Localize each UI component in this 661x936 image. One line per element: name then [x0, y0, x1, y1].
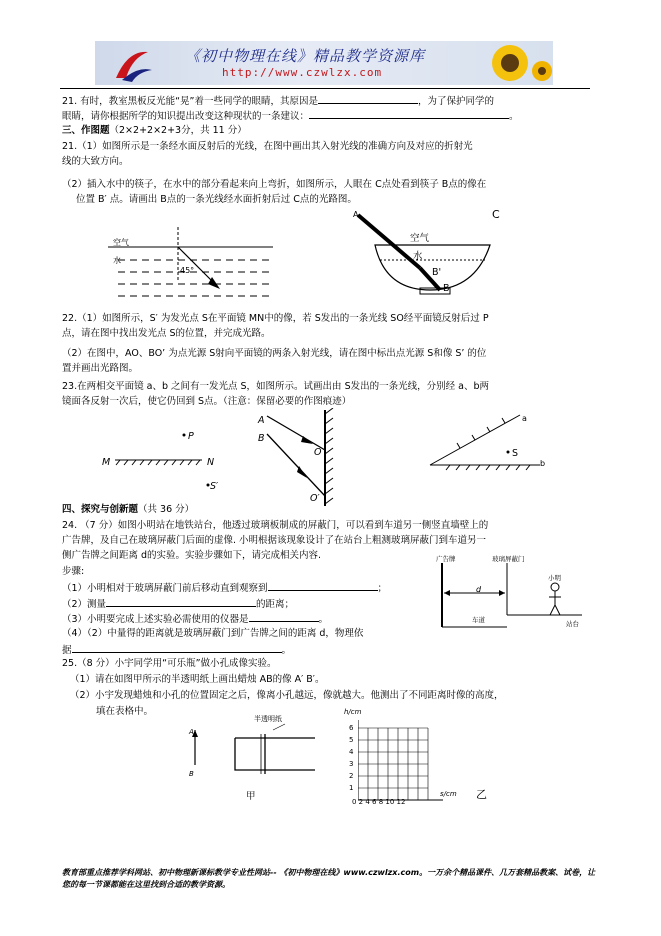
- q21-2-text-b: 位置 B′ 点。请画出 B点的一条光线经水面折射后过 C点的光路图。: [76, 194, 357, 205]
- figure-pinhole-bottle: [185, 720, 325, 785]
- fig2-bprime-label: B': [432, 267, 442, 278]
- fig24-lane-label: 车道: [472, 616, 485, 624]
- q24-text-a: 24. （7 分）如图小明站在地铁站台，他透过玻璃板制成的屏蔽门，可以看到车道另一侧竖直墙壁上的: [62, 520, 489, 531]
- fig3-s-label: S′: [210, 481, 219, 492]
- logo-icon: [108, 44, 156, 84]
- fig25-y-label: h/cm: [344, 708, 362, 716]
- fig4-a-label: A: [258, 415, 265, 426]
- fig4-b-label: B: [258, 433, 265, 444]
- q21-line2: 眼睛，请你根据所学的知识提出改变这种现状的一条建议： 。: [62, 108, 519, 123]
- fig1-angle-label: 45°: [180, 266, 195, 275]
- fig5-s-label: S: [512, 448, 519, 459]
- q25-2-text: （2）小宇发现蜡烛和小孔的位置固定之后，像离小孔越远，像就越大。他测出了不同距离时像的高度，: [70, 690, 504, 701]
- figure-bowl: [350, 210, 510, 305]
- fig25-yi-label: 乙: [476, 788, 487, 801]
- figure-subway: [432, 555, 587, 635]
- sunflower-icon: [470, 41, 553, 85]
- q24-step4: （4）（2）中量得的距离就是玻璃屏蔽门到广告牌之间的距离 d，物理依: [62, 628, 364, 639]
- q22-2-text: （2）在图中，AO、BO’ 为点光源 S射向平面镜的两条入射光线，请在图中标出点光源 S和像 S’ 的位: [62, 348, 487, 359]
- fig24-ad-label: 广告牌: [436, 555, 456, 563]
- fig25-x-label: s/cm: [440, 790, 457, 798]
- fig2-a-label: A: [353, 210, 359, 219]
- figure-two-mirrors: [420, 410, 550, 472]
- q22-2-text-b: 置并画出光路图。: [62, 363, 139, 374]
- fig5-a-label: a: [522, 414, 527, 423]
- fig25-y-ticks: 6 5 4 3 2 1: [349, 724, 354, 792]
- q24-step1: （1）小明相对于玻璃屏蔽门前后移动直到观察到 ；: [62, 580, 387, 595]
- q21-1-text: 21.（1）如图所示是一条经水面反射后的光线，在图中画出其入射光线的准确方向及对应的折射光: [62, 141, 473, 152]
- fig1-air-label: 空气: [113, 238, 129, 247]
- q22-1-text: 22.（1）如图所示，S′ 为发光点 S在平面镜 MN中的像，若 S发出的一条光线 SO经平面镜反射后过 P: [62, 313, 489, 324]
- q21-1-text-b: 线的大致方向。: [62, 156, 129, 167]
- fig2-c-label: C: [492, 208, 500, 221]
- fig25-a-label: A: [189, 728, 194, 736]
- q25-2-text-b: 填在表格中。: [96, 706, 154, 717]
- q24-step3: （3）小明要完成上述实验必需使用的仪器是 。: [62, 611, 328, 626]
- q21-2-text: （2）插入水中的筷子，在水中的部分看起来向上弯折，如图所示，人眼在 C点处看到筷子 B点的像在: [62, 179, 487, 190]
- fig4-o2-label: O′: [310, 493, 320, 504]
- banner-url: http://www.czwlzx.com: [222, 66, 383, 79]
- fig1-water-label: 水: [113, 256, 121, 265]
- q25-1-text: （1）请在如图甲所示的半透明纸上画出蜡烛 AB的像 A′ B′。: [70, 674, 325, 685]
- q23-text-b: 镜面各反射一次后，使它仍回到 S点。（注意：保留必要的作图痕迹）: [62, 396, 352, 407]
- figure-vertical-mirror: [255, 408, 345, 508]
- fig2-air-label: 空气: [410, 233, 430, 244]
- q24-text-c: 侧广告牌之间距离 d的实验。实验步骤如下，请完成相关内容.: [62, 550, 322, 561]
- section3-heading: 三、作图题（2×2+2×2+3分，共 11 分）: [62, 125, 247, 136]
- section4-heading: 四、探究与创新题（共 36 分）: [62, 504, 195, 515]
- header-rule: [60, 88, 590, 89]
- q23-text: 23.在两相交平面镜 a、b 之间有一发光点 S，如图所示。试画出由 S发出的一条光线，分别经 a、b两: [62, 381, 489, 392]
- fig24-xm-label: 小明: [548, 574, 561, 582]
- fig5-b-label: b: [540, 459, 546, 468]
- fig3-n-label: N: [207, 457, 215, 468]
- fig3-m-label: M: [102, 457, 111, 468]
- q24-steps: 步骤:: [62, 566, 85, 577]
- fig25-b-label: B: [189, 770, 194, 778]
- fig25-jia-label: 甲: [246, 791, 256, 802]
- fig4-o-label: O: [314, 447, 322, 458]
- fig24-d-label: d: [476, 585, 482, 594]
- banner-title: 《初中物理在线》精品教学资源库: [185, 47, 426, 65]
- q24-text-b: 广告牌，及自己在玻璃屏蔽门后面的虚像. 小明根据该现象设计了在站台上粗测玻璃屏蔽门到车道另一: [62, 535, 487, 546]
- fig2-b-label: B: [443, 283, 450, 294]
- fig24-platform-label: 站台: [566, 620, 579, 628]
- q24-step4-b: 据 。: [62, 642, 291, 657]
- figure-water-surface: [108, 222, 278, 302]
- q25-text: 25.（8 分）小宇同学用“可乐瓶”做小孔成像实验。: [62, 658, 277, 669]
- fig24-door-label: 玻璃屏蔽门: [492, 555, 525, 563]
- fig25-paper-label: 半透明纸: [254, 715, 282, 723]
- q21-line1: 21. 有时，教室黑板反光能“晃”着一些同学的眼睛，其原因是 ，为了保护同学的: [62, 93, 494, 108]
- fig3-p-label: P: [188, 431, 194, 442]
- q24-step2: （2）测量 的距离；: [62, 596, 294, 611]
- page-footer: 教育部重点推荐学科网站、初中物理新课标教学专业性网站-- 《初中物理在线》www.czwlzx.com。一万余个精品课件、几万套精品教案、试卷，让您的每一节课都能在这里找到合适的教学资源。: [62, 868, 596, 889]
- fig25-x-ticks: 0 2 4 6 8 10 12: [352, 798, 406, 806]
- q22-1-text-b: 点，请在图中找出发光点 S的位置，并完成光路。: [62, 328, 271, 339]
- fig2-water-label: 水: [413, 251, 423, 262]
